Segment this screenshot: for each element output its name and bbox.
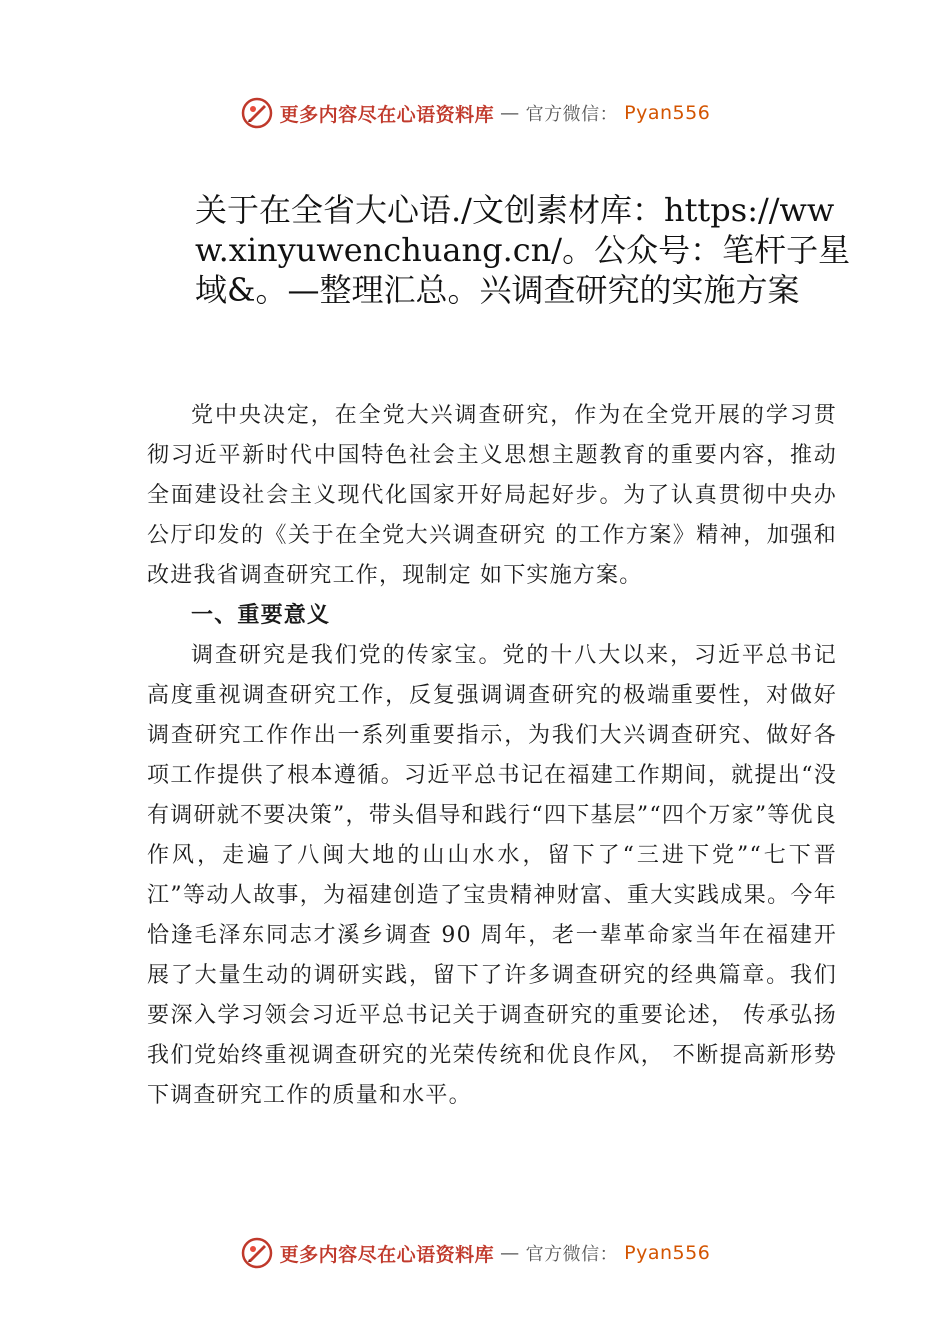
document-title: 关于在全省大心语./文创素材库：https://www.xinyuwenchuang.cn/。公众号：笔杆子星域&。—整理汇总。兴调查研究的实施方案 <box>195 191 851 309</box>
section-heading-1: 一、重要意义 <box>191 603 331 628</box>
brand-logo-icon <box>240 96 274 130</box>
banner-brand-text: 更多内容尽在心语资料库 <box>279 103 495 126</box>
brand-logo-icon <box>240 1236 274 1270</box>
banner-wechat-label: 官方微信： <box>525 104 619 125</box>
header-banner <box>0 96 950 130</box>
footer-banner <box>0 1236 950 1270</box>
banner-wechat-label: 官方微信： <box>525 1244 619 1265</box>
banner-dash: — <box>500 102 520 124</box>
intro-paragraph: 党中央决定，在全党大兴调查研究，作为在全党开展的学习贯彻习近平新时代中国特色社会主义思想主题教育的重要内容，推动全面建设社会主义现代化国家开好局起好步。为了认真贯彻中央办公厅印发的《关于在全党大兴调查研究 的工作方案》精神，加强和改进我省调查研究工作，现制定 如下实施方案。 <box>147 403 837 588</box>
document-body <box>147 396 837 1116</box>
banner-wechat-id: Pyan556 <box>624 102 711 124</box>
banner-dash: — <box>500 1242 520 1264</box>
banner-wechat-id: Pyan556 <box>624 1242 711 1264</box>
section-1-paragraph: 调查研究是我们党的传家宝。党的十八大以来，习近平总书记高度重视调查研究工作，反复强调调查研究的极端重要性，对做好调查研究工作作出一系列重要指示，为我们大兴调查研究、做好各项工作提供了根本遵循。习近平总书记在福建工作期间，就提出“没有调研就不要决策”，带头倡导和践行“四下基层”“四个万家”等优良作风，走遍了八闽大地的山山水水，留下了“三进下党”“七下晋江”等动人故事，为福建创造了宝贵精神财富、重大实践成果。今年恰逢毛泽东同志才溪乡调查 90 周年，老一辈革命家当年在福建开展了大量生动的调研实践，留下了许多调查研究的经典篇章。我们要深入学习领会习近平总书记关于调查研究的重要论述， 传承弘扬我们党始终重视调查研究的光荣传统和优良作风， 不断提高新形势下调查研究工作的质量和水平。 <box>147 643 837 1108</box>
banner-brand-text: 更多内容尽在心语资料库 <box>279 1243 495 1266</box>
